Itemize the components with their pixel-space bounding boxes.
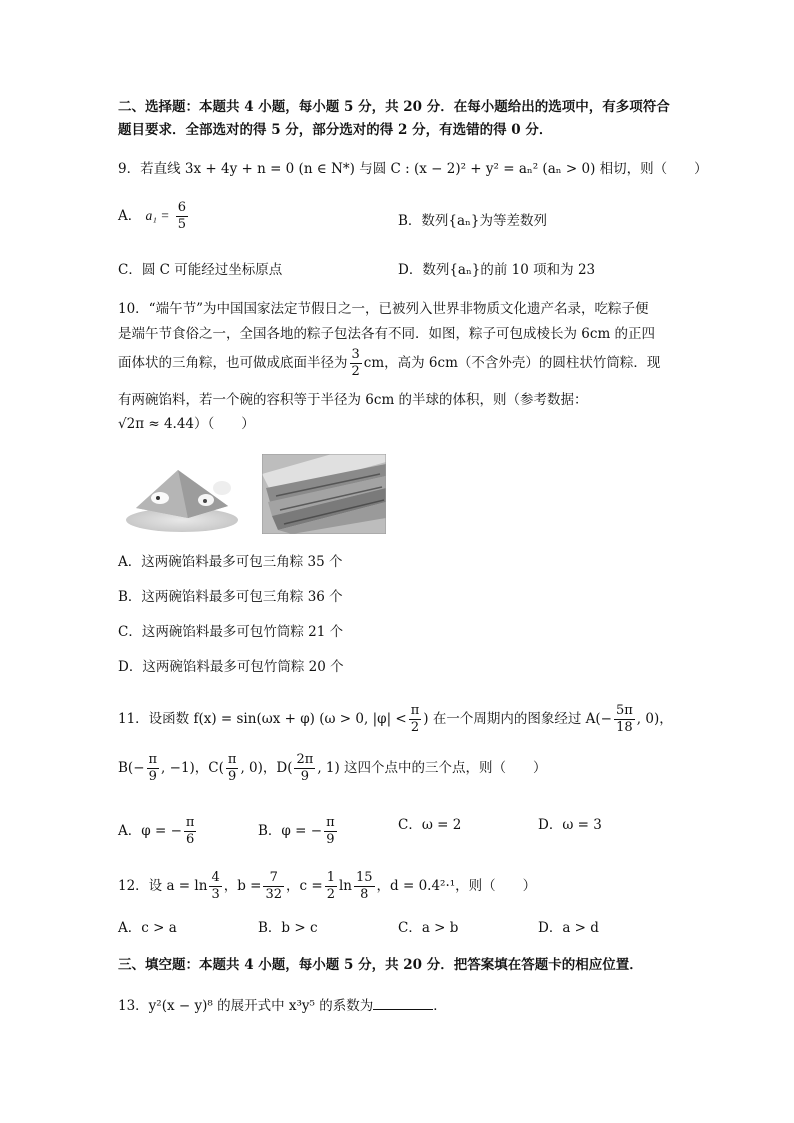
q10-line3 (118, 347, 660, 380)
q10-radius-den: 2 (351, 364, 360, 379)
q11-frac1-num: π (410, 703, 420, 718)
q12-frac-a (209, 870, 221, 903)
q11-line1-a: 11．设函数 f(x) = sin(ωx + φ) (ω > 0, |φ| < (118, 711, 407, 727)
q11-a-den: 6 (186, 832, 195, 847)
q9-a-label: A． (118, 208, 142, 224)
q11-a-frac (184, 815, 197, 848)
q11-frac2-den: 18 (616, 720, 633, 735)
q12-n4: 15 (355, 870, 373, 885)
q12-option-c: C．a > b (398, 920, 459, 936)
q12-option-d: D．a > d (538, 920, 599, 936)
q12-d2: 32 (265, 887, 283, 902)
q9-stem: 9．若直线 3x + 4y + n = 0 (n ∈ N*) 与圆 C : (x − 2)² + y² = aₙ² (aₙ > 0) 相切，则（ ） (118, 161, 708, 177)
q11-line2-b: , −1)，C( (161, 760, 224, 776)
q9-a-den: 5 (177, 217, 187, 232)
q10-option-a: A．这两碗馅料最多可包三角粽 35 个 (118, 554, 343, 570)
q10-line3-b: cm，高为 6cm（不含外壳）的圆柱状竹筒粽．现 (363, 355, 661, 371)
q11-b-frac (324, 815, 337, 848)
triangular-zongzi-image (118, 458, 240, 536)
q11-a-pre: A．φ = − (118, 823, 182, 839)
q10-line4: 有两碗馅料，若一个碗的容积等于半径为 6cm 的半球的体积，则（参考数据： (118, 392, 588, 408)
q12-d1: 3 (211, 887, 220, 902)
q9-a-num: 6 (177, 200, 187, 215)
q11-b-num: π (326, 815, 335, 830)
q11-frac-5pi-18 (614, 703, 635, 736)
q12-p1: 12．设 a = ln (118, 878, 208, 894)
q11-frac5-den: 9 (300, 769, 310, 784)
q12-n3: 1 (326, 870, 335, 885)
q11-b-pre: B．φ = − (258, 823, 323, 839)
bamboo-zongzi-image (262, 454, 386, 534)
q12-d3: 2 (326, 887, 335, 902)
q12-frac-b (263, 870, 284, 903)
q10-line5: √2π ≈ 4.44）（ ） (118, 416, 255, 432)
section-header-line2: 题目要求．全部选对的得 5 分，部分选对的得 2 分，有选错的得 0 分． (118, 122, 553, 138)
q12-p4: ln (338, 878, 352, 894)
q9-a-lhs: a₁ = (145, 208, 170, 223)
q12-n1: 4 (211, 870, 220, 885)
q11-line2-a: B(− (118, 760, 145, 776)
q11-line2-c: , 0)，D( (240, 760, 293, 776)
q11-line2 (118, 752, 547, 785)
q12-n2: 7 (263, 870, 284, 887)
q13-pre: 13．y²(x − y)⁸ 的展开式中 x³y⁵ 的系数为 (118, 998, 374, 1014)
q12-p3: ，c = (286, 878, 323, 894)
q10-line2: 是端午节食俗之一，全国各地的粽子包法各有不同．如图，粽子可包成棱长为 6cm 的正四 (118, 326, 656, 342)
q11-frac4-num: π (227, 752, 237, 767)
q12-option-b: B．b > c (258, 920, 318, 936)
q11-frac-pi-9-a (147, 752, 160, 785)
q11-line1-c: , 0)， (636, 711, 673, 727)
q13-answer-blank[interactable] (373, 995, 433, 1010)
q12-option-a: A．c > a (118, 920, 177, 936)
q11-b-den: 9 (326, 832, 335, 847)
q9-a-fraction (176, 200, 188, 233)
q10-option-d: D．这两碗馅料最多可包竹筒粽 20 个 (118, 659, 344, 675)
q10-line3-a: 面体状的三角粽，也可做成底面半径为 (118, 355, 348, 371)
section3-header: 三、填空题：本题共 4 小题，每小题 5 分，共 20 分．把答案填在答题卡的相应位置． (118, 957, 643, 973)
q12-stem (118, 870, 536, 903)
q11-line1 (118, 703, 673, 736)
q12-d4: 8 (360, 887, 369, 902)
q9-option-d: D．数列{aₙ}的前 10 项和为 23 (398, 262, 596, 278)
q12-frac-c2 (354, 870, 375, 903)
q12-p5: ，d = 0.4²·¹，则（ ） (376, 878, 537, 894)
q10-radius-num: 3 (351, 347, 360, 362)
q12-p2: ，b = (223, 878, 262, 894)
q11-option-a (118, 815, 198, 848)
q10-radius-fraction (350, 347, 362, 380)
q11-line1-b: ) 在一个周期内的图象经过 A(− (423, 711, 612, 727)
q11-frac5-num: 2π (296, 752, 314, 767)
q11-frac-2pi-9 (294, 752, 315, 785)
q11-frac2-num: 5π (615, 703, 633, 718)
section-header-line1: 二、选择题：本题共 4 小题，每小题 5 分，共 20 分．在每小题给出的选项中，有多项符合 (118, 99, 670, 115)
q11-frac1-den: 2 (410, 720, 420, 735)
q11-line2-d: , 1) 这四个点中的三个点，则（ ） (317, 760, 547, 776)
q11-option-c: C．ω = 2 (398, 817, 462, 833)
q10-line1: 10．“端午节”为中国国家法定节假日之一，已被列入世界非物质文化遗产名录，吃粽子便 (118, 301, 649, 317)
q11-a-num: π (185, 815, 195, 830)
q9-option-b: B．数列{aₙ}为等差数列 (398, 213, 547, 229)
q9-option-a (118, 200, 190, 233)
q13-stem (118, 995, 447, 1016)
q11-frac3-num: π (148, 752, 158, 767)
q11-option-b (258, 815, 339, 848)
q13-post: ． (433, 998, 447, 1014)
q10-option-c: C．这两碗馅料最多可包竹筒粽 21 个 (118, 624, 344, 640)
q9-option-c: C．圆 C 可能经过坐标原点 (118, 262, 283, 278)
q11-frac4-den: 9 (228, 769, 237, 784)
q11-option-d: D．ω = 3 (538, 817, 602, 833)
q10-option-b: B．这两碗馅料最多可包三角粽 36 个 (118, 589, 343, 605)
q11-frac3-den: 9 (148, 769, 157, 784)
q12-frac-c1 (325, 870, 337, 903)
q11-frac-pi-2 (409, 703, 422, 736)
q11-frac-pi-9-b (226, 752, 239, 785)
